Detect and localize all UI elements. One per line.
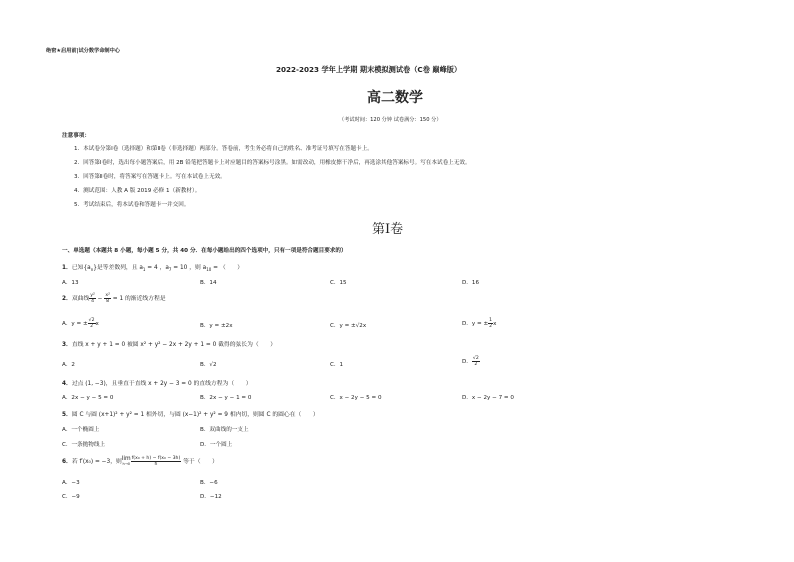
exam-title: 2022-2023 学年上学期 期末模拟测试卷（C卷 巅峰版） bbox=[276, 65, 462, 74]
question-5-stem: 5．圆 C 与圆 (x+1)² + y² = 1 相外切，与圆 (x−1)² + y² = 9 相内切，则圆 C 的圆心在（ ） bbox=[62, 412, 319, 418]
question-1-stem: 1．已知$\{a_n\}$是等差数列，且 $a_1 = 4$ ，$a_7 = 10$ ，则 $a_{10}$ = （ ） bbox=[62, 265, 244, 273]
option-a: A．2x − y − 5 = 0 bbox=[62, 395, 114, 401]
option-b: B．√2 bbox=[200, 362, 217, 368]
notes-title: 注意事项： bbox=[62, 133, 90, 139]
option-c: C．15 bbox=[330, 280, 347, 286]
option-d: D．−12 bbox=[200, 494, 222, 500]
option-a: A．2 bbox=[62, 362, 75, 368]
option-b: B．2x − y − 1 = 0 bbox=[200, 395, 252, 401]
option-b: B．双曲线的一支上 bbox=[200, 427, 249, 433]
option-c: C．一条抛物线上 bbox=[62, 442, 106, 448]
option-c: C．y = ±√2x bbox=[330, 323, 367, 329]
exam-info: （考试时间：120 分钟 试卷满分：150 分） bbox=[339, 117, 442, 123]
note-item: 2．回答第Ⅰ卷时，选出每小题答案后，用 2B 铅笔把答题卡上对应题目的答案标号涂黑。如需改动，用橡皮擦干净后，再选涂其他答案标号。写在本试卷上无效。 bbox=[74, 160, 471, 166]
section-instruction: 一、单选题（本题共 8 小题，每小题 5 分，共 40 分．在每小题给出的四个选项中，只有一项是符合题目要求的） bbox=[62, 248, 347, 254]
option-a: A．y = ± $\frac{√2}{2}$ x bbox=[62, 318, 99, 329]
note-item: 5．考试结束后，将本试卷和答题卡一并交回。 bbox=[74, 202, 190, 208]
option-a: A．13 bbox=[62, 280, 79, 286]
option-d: D．16 bbox=[462, 280, 480, 286]
secret-mark: 绝密★启用前|试分数学命制中心 bbox=[46, 48, 120, 54]
subject-title: 高二数学 bbox=[367, 90, 423, 106]
note-item: 1．本试卷分第Ⅰ卷（选择题）和第Ⅱ卷（非选择题）两部分。答卷前，考生务必将自己的姓名、准考证号填写在答题卡上。 bbox=[74, 146, 373, 152]
option-b: B．−6 bbox=[200, 480, 218, 486]
option-c: C．1 bbox=[330, 362, 344, 368]
option-b: B．14 bbox=[200, 280, 217, 286]
note-item: 3．回答第Ⅱ卷时，将答案写在答题卡上。写在本试卷上无效。 bbox=[74, 174, 226, 180]
note-item: 4．测试范围：人教 A 版 2019 必修 1（新教材）。 bbox=[74, 188, 201, 194]
question-2-stem: 2．双曲线 $\frac{\text{y²}}{4}$ − $\frac{\text{x²}}{8}$ = 1 的渐近线方程是 bbox=[62, 293, 166, 304]
option-d: D． $\frac{√2}{2}$ bbox=[462, 356, 479, 367]
option-d: D．y = ± $\frac{1}{2}$ x bbox=[462, 318, 497, 329]
option-d: D．一个圆上 bbox=[200, 442, 233, 448]
option-a: A．一个椭圆上 bbox=[62, 427, 100, 433]
option-c: C．−9 bbox=[62, 494, 80, 500]
option-c: C．x − 2y − 5 = 0 bbox=[330, 395, 382, 401]
section-title: 第Ⅰ卷 bbox=[372, 222, 404, 237]
option-d: D．x − 2y − 7 = 0 bbox=[462, 395, 514, 401]
question-4-stem: 4．过点 (1, −3)，且垂直于直线 x + 2y − 3 = 0 的直线方程为（ ） bbox=[62, 381, 252, 387]
question-6-stem: 6．若 f′(x₀) = −3，则 lim h→0 $\frac{\text{f(x₀ + h) − f(x₀ − 3h)}}{h}$ 等于（ ） bbox=[62, 455, 218, 467]
option-a: A．−3 bbox=[62, 480, 80, 486]
option-b: B．y = ±2x bbox=[200, 323, 233, 329]
question-3-stem: 3．直线 x + y + 1 = 0 被圆 x² + y² − 2x + 2y + 1 = 0 截得的弦长为（ ） bbox=[62, 342, 277, 348]
